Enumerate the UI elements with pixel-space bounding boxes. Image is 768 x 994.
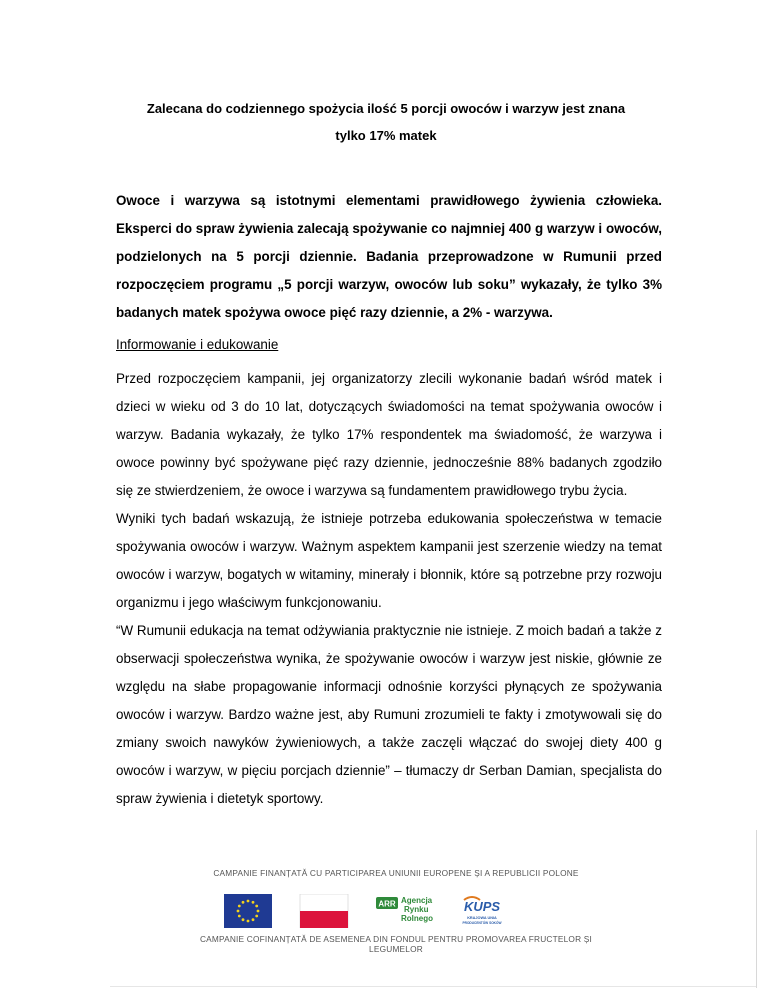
lead-paragraph	[116, 187, 662, 327]
arr-mark: ARR	[378, 899, 396, 909]
body-paragraph: “W Rumunii edukacja na temat odżywiania praktycznie nie istnieje. Z moich badań a także z obserwacji społeczeństwa wynika, że spożywanie owoców i warzyw jest niskie, głównie ze względu na słabe propagowanie informacji odnośnie korzyści płynących ze spożywania owoców i warzyw. Bardzo ważne jest, aby Rumuni zrozumieli te fakty i zmotywowali się do zmiany swoich nawyków żywieniowych, a także zaczęli włączać do swojej diety 400 g owoców i warzyw, w pięciu porcjach dziennie” – tłumaczy dr Serban Damian, specjalista do spraw żywienia i dietetyk sportowy.	[116, 623, 662, 806]
title-line-2: tylko 17% matek	[335, 128, 437, 143]
body-paragraph: Wyniki tych badań wskazują, że istnieje potrzeba edukowania społeczeństwa w temacie spożywania owoców i warzyw. Ważnym aspektem kampanii jest szerzenie wiedzy na temat owoców i warzyw, bogatych w witaminy, minerały i błonnik, które są potrzebne przy rozwoju organizmu i jego właściwym funkcjonowaniu.	[116, 511, 662, 610]
footer-divider-horizontal	[110, 986, 756, 987]
footer-logos	[224, 894, 544, 928]
footer-divider-vertical	[756, 830, 757, 988]
eu-flag-icon	[224, 894, 272, 928]
kups-mark: KUPS	[463, 899, 501, 914]
arr-line-1: Agencja	[401, 896, 433, 905]
body-paragraph: Przed rozpoczęciem kampanii, jej organizatorzy zlecili wykonanie badań wśród matek i dzieci w wieku od 3 do 10 lat, dotyczących świadomości na temat spożywania owoców i warzyw. Badania wykazały, że tylko 17% respondentek ma świadomość, że warzywa i owoce powinny być spożywane pięć razy dziennie, jednocześnie 88% badanych zgodziło się ze stwierdzeniem, że owoce i warzywa są fundamentem prawidłowego trybu życia.	[116, 371, 662, 498]
kups-line-1: KRAJOWA UNIA	[467, 916, 497, 920]
kups-logo	[463, 897, 502, 925]
poland-flag-icon	[300, 894, 348, 928]
arr-line-3: Rolnego	[401, 914, 433, 923]
footer-funding-line: CAMPANIE FINANȚATĂ CU PARTICIPAREA UNIUNII EUROPENE ȘI A REPUBLICII POLONE	[213, 868, 579, 878]
document-title	[116, 95, 656, 149]
arr-logo	[376, 896, 433, 923]
lead-text: Owoce i warzywa są istotnymi elementami prawidłowego żywienia człowieka. Eksperci do spraw żywienia zalecają spożywanie co najmniej 400 g warzyw i owoców, podzielonych na 5 porcji dziennie. Badania przeprowadzone w Rumunii przed rozpoczęciem programu „5 porcji warzyw, owoców lub soku” wykazały, że tylko 3% badanych matek spożywa owoce pięć razy dziennie, a 2% - warzywa.	[116, 193, 662, 320]
footer-cofinancing-line: CAMPANIE COFINANȚATĂ DE ASEMENEA DIN FONDUL PENTRU PROMOVAREA FRUCTELOR ȘI LEGUMELOR	[199, 934, 593, 954]
title-line-1: Zalecana do codziennego spożycia ilość 5 porcji owoców i warzyw jest znana	[146, 101, 626, 116]
kups-line-2: PRODUCENTÓW SOKÓW	[462, 921, 502, 925]
section-heading: Informowanie i edukowanie	[116, 337, 279, 352]
arr-line-2: Rynku	[404, 905, 429, 914]
